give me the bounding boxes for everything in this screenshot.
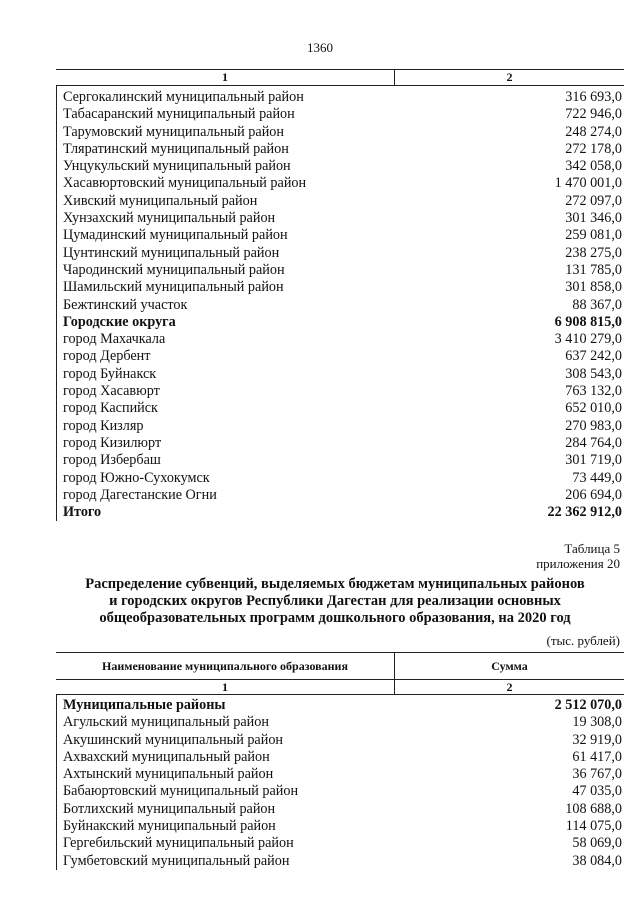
row-value: 6 908 815,0 — [554, 313, 622, 330]
row-name: город Кизляр — [63, 417, 144, 434]
row-value: 108 688,0 — [565, 800, 622, 817]
table-header — [56, 652, 624, 680]
table-row — [57, 366, 624, 383]
table-row — [57, 504, 624, 521]
row-name: Хасавюртовский муниципальный район — [63, 175, 307, 192]
row-name: Гергебильский муниципальный район — [63, 835, 294, 852]
row-value: 637 242,0 — [565, 348, 622, 365]
row-name: город Буйнакск — [63, 365, 157, 382]
row-value: 248 274,0 — [565, 123, 622, 140]
row-value: 1 470 001,0 — [554, 175, 622, 192]
table-row — [57, 818, 624, 835]
table-row — [57, 262, 624, 279]
name-column-header: Наименование муниципального образования — [102, 658, 348, 673]
row-name: Хивский муниципальный район — [63, 192, 258, 209]
row-value: 38 084,0 — [572, 852, 622, 869]
table-row — [57, 766, 624, 783]
table-row — [57, 124, 624, 141]
row-value: 88 367,0 — [572, 296, 622, 313]
title-line-3: общеобразовательных программ дошкольного образования, на 2020 год — [99, 610, 571, 626]
table-row — [57, 89, 624, 106]
row-name: Муниципальные районы — [63, 697, 226, 713]
table-caption — [536, 541, 620, 571]
row-value: 342 058,0 — [565, 158, 622, 175]
table-row — [57, 106, 624, 123]
row-value: 47 035,0 — [572, 783, 622, 800]
table-row — [57, 297, 624, 314]
row-value: 301 346,0 — [565, 210, 622, 227]
row-value: 73 449,0 — [572, 469, 622, 486]
row-name: Городские округа — [63, 313, 176, 330]
row-name: Буйнакский муниципальный район — [63, 818, 276, 835]
row-name: Цунтинский муниципальный район — [63, 244, 280, 261]
column-2-header: 2 — [394, 70, 624, 85]
table-row — [57, 418, 624, 435]
table-row — [57, 158, 624, 175]
row-name: Бежтинский участок — [63, 296, 188, 313]
row-value: 272 178,0 — [565, 140, 622, 157]
sum-column-header: Сумма — [394, 653, 624, 679]
row-value: 3 410 279,0 — [554, 331, 622, 348]
row-name: Табасаранский муниципальный район — [63, 106, 295, 123]
table-body — [56, 86, 624, 521]
row-value: 131 785,0 — [565, 261, 622, 278]
row-value: 2 512 070,0 — [554, 697, 622, 713]
page-number: 1360 — [307, 40, 333, 55]
row-name: город Каспийск — [63, 400, 158, 417]
row-value: 272 097,0 — [565, 192, 622, 209]
row-value: 301 858,0 — [565, 279, 622, 296]
table-row — [57, 245, 624, 262]
table-row — [57, 470, 624, 487]
row-name: Бабаюртовский муниципальный район — [63, 783, 299, 800]
budget-table-continued — [56, 69, 624, 521]
row-value: 763 132,0 — [565, 383, 622, 400]
row-value: 22 362 912,0 — [547, 504, 622, 521]
row-value: 61 417,0 — [572, 748, 622, 765]
row-value: 206 694,0 — [565, 486, 622, 503]
row-name: город Махачкала — [63, 331, 166, 348]
row-name: Шамильский муниципальный район — [63, 279, 284, 296]
table-row — [57, 487, 624, 504]
row-value: 238 275,0 — [565, 244, 622, 261]
table-row — [57, 331, 624, 348]
row-value: 32 919,0 — [572, 731, 622, 748]
table-row — [57, 801, 624, 818]
table-row — [57, 175, 624, 192]
row-value: 259 081,0 — [565, 227, 622, 244]
row-name: Тляратинский муниципальный район — [63, 140, 289, 157]
row-name: Акушинский муниципальный район — [63, 731, 284, 748]
column-1-header: 1 — [222, 70, 228, 84]
table-row — [57, 279, 624, 296]
row-name: город Дербент — [63, 348, 151, 365]
row-name: город Дагестанские Огни — [63, 486, 217, 503]
table-row — [57, 732, 624, 749]
table-row — [57, 314, 624, 331]
row-name: Чародинский муниципальный район — [63, 261, 285, 278]
title-line-1: Распределение субвенций, выделяемых бюджетам муниципальных районов — [85, 576, 585, 592]
subvention-table — [56, 652, 624, 870]
row-value: 58 069,0 — [572, 835, 622, 852]
row-name: Ахтынский муниципальный район — [63, 766, 274, 783]
table-row — [57, 435, 624, 452]
row-value: 36 767,0 — [572, 766, 622, 783]
row-name: Унцукульский муниципальный район — [63, 158, 291, 175]
row-value: 308 543,0 — [565, 365, 622, 382]
row-name: город Хасавюрт — [63, 383, 160, 400]
row-value: 722 946,0 — [565, 106, 622, 123]
table-row — [57, 400, 624, 417]
table-row — [57, 853, 624, 870]
units-label: (тыс. рублей) — [546, 633, 620, 648]
row-name: Ботлихский муниципальный район — [63, 800, 276, 817]
row-name: Гумбетовский муниципальный район — [63, 852, 290, 869]
row-name: город Избербаш — [63, 452, 161, 469]
row-value: 19 308,0 — [572, 714, 622, 731]
table-title — [40, 576, 630, 627]
title-line-2: и городских округов Республики Дагестан для реализации основных — [109, 593, 561, 609]
row-name: Цумадинский муниципальный район — [63, 227, 288, 244]
table-number: Таблица 5 — [564, 541, 620, 556]
row-name: Сергокалинский муниципальный район — [63, 89, 304, 105]
row-name: Хунзахский муниципальный район — [63, 210, 276, 227]
table-row — [57, 697, 624, 714]
row-name: город Кизилюрт — [63, 434, 162, 451]
table-header — [56, 69, 624, 86]
table-row — [57, 210, 624, 227]
table-row — [57, 835, 624, 852]
column-number-row — [56, 680, 624, 695]
table-body — [56, 695, 624, 870]
row-name: Агульский муниципальный район — [63, 714, 269, 731]
table-row — [57, 452, 624, 469]
appendix-reference: приложения 20 — [536, 556, 620, 571]
table-row — [57, 141, 624, 158]
row-value: 270 983,0 — [565, 417, 622, 434]
row-name: город Южно-Сухокумск — [63, 469, 210, 486]
table-row — [57, 227, 624, 244]
table-row — [57, 348, 624, 365]
column-1-number: 1 — [222, 679, 228, 694]
table-row — [57, 749, 624, 766]
row-name: Итого — [63, 504, 102, 521]
table-row — [57, 193, 624, 210]
row-value: 316 693,0 — [565, 89, 622, 105]
row-value: 301 719,0 — [565, 452, 622, 469]
row-value: 284 764,0 — [565, 434, 622, 451]
table-row — [57, 383, 624, 400]
table-row — [57, 783, 624, 800]
column-2-number: 2 — [394, 680, 624, 694]
row-value: 114 075,0 — [565, 818, 622, 835]
table-row — [57, 714, 624, 731]
row-value: 652 010,0 — [565, 400, 622, 417]
row-name: Тарумовский муниципальный район — [63, 123, 284, 140]
row-name: Ахвахский муниципальный район — [63, 748, 270, 765]
